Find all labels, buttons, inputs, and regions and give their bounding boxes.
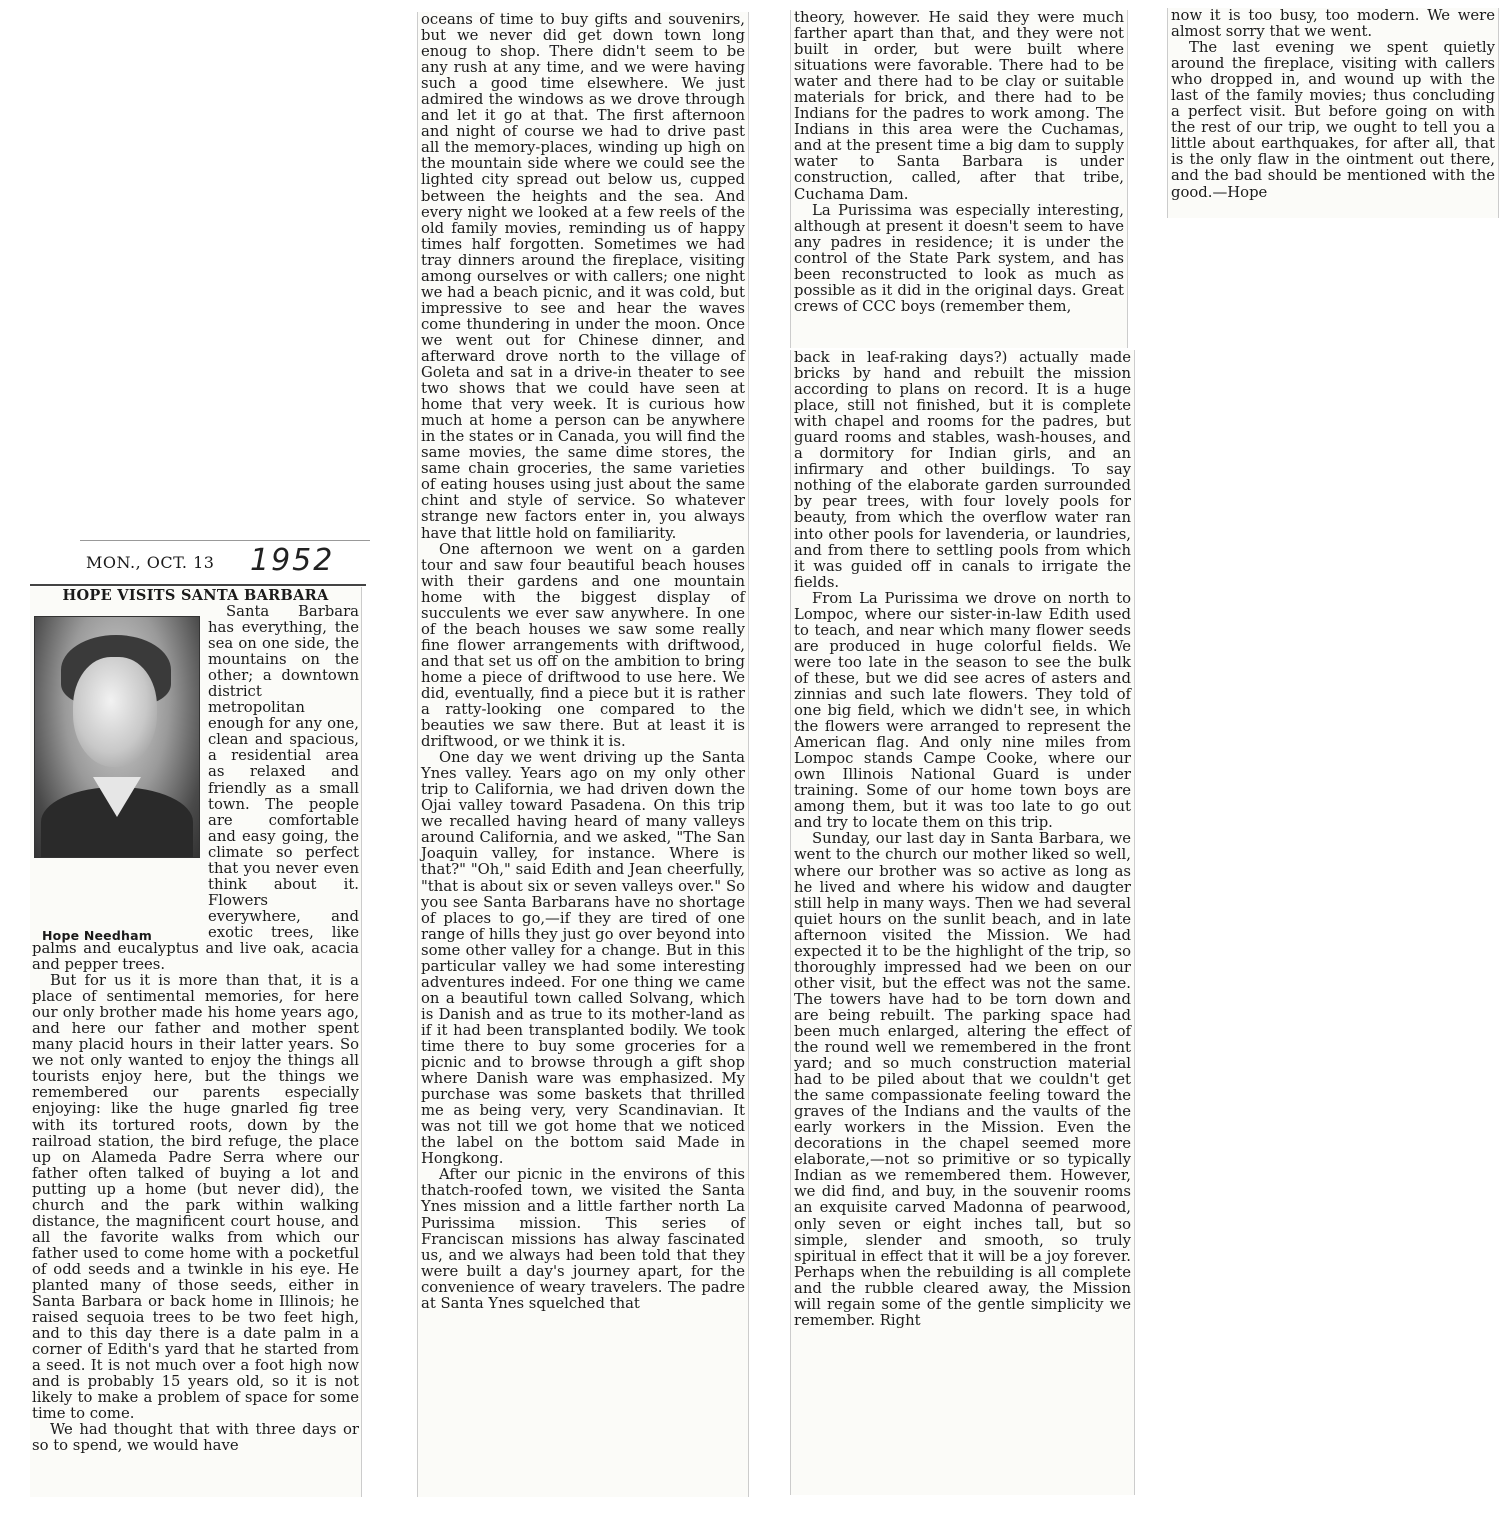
paragraph: back in leaf-raking days?) actually made bricks by hand and rebuilt the mission according to plans on record. It is a huge place, still not finished, but it is complete with chapel and rooms for the padres, but guard rooms and stables, wash-houses, and a dormitory for Indian girls, and an infirmary and other buildings. To say nothing of the elaborate garden surrounded by pear trees, with four lovely pools for beauty, from which the overflow water ran into other pools for lavenderia, or laundries, and from there to settling pools from which it was guided off in canals to irrigate the fields.: [794, 350, 1131, 591]
paragraph: theory, however. He said they were much farther apart than that, and they were not built in order, but were built where situations were favorable. There had to be water and there had to be clay or suitable materials for brick, and there had to be Indians for the padres to work among. The Indians in this area were the Cuchamas, and at the present time a big dam to supply water to Santa Barbara is under construction, called, after that tribe, Cuchama Dam.: [794, 10, 1124, 203]
column-2: [417, 12, 749, 1497]
paragraph: From La Purissima we drove on north to Lompoc, where our sister-in-law Edith used to teach, and near which many flower seeds are produced in huge colorful fields. We were too late in the season to see the bulk of these, but we did see acres of asters and zinnias and such late flowers. They told of one big field, which we didn't see, in which the flowers were arranged to represent the American flag. And only nine miles from Lompoc stands Campe Cooke, where our own Illinois National Guard is under training. Some of our home town boys are among them, but it was too late to go out and try to locate them on this trip.: [794, 589, 1131, 832]
portrait-box: [32, 610, 202, 943]
paragraph: One afternoon we went on a garden tour and saw four beautiful beach houses with their gardens and one mountain home with the biggest display of succulents we ever saw anywhere. In one of the beach houses we saw some really fine flower arrangements with driftwood, and that set us off on the ambition to bring home a piece of driftwood to use here. We did, eventually, find a piece but it is rather a ratty-looking one compared to the beauties we saw there. But at least it is driftwood, or we think it is.: [421, 540, 745, 751]
photo-caption: Hope Needham: [42, 928, 152, 943]
paragraph: Sunday, our last day in Santa Barbara, we went to the church our mother liked so well, where our brother was so active as long as he lived and where his widow and daugter still help in many ways. Then we had several quiet hours on the sunlit beach, and in late afternoon visited the Mission. We had expected it to be the highlight of the trip, so thoroughly impressed had we been on our other visit, but the effect was not the same. The towers have had to be torn down and are being rebuilt. The parking space had been much enlarged, altering the effect of the round well we remembered in the front yard; and so much construction material had to be piled about that we couldn't get the same compassionate feeling toward the graves of the Indians and the vaults of the early workers in the Mission. Even the decorations in the chapel seemed more elaborate,—not so primitive or so typically Indian as we remembered them. However, we did find, and buy, in the souvenir rooms an exquisite carved Madonna of pearwood, only seven or eight inches tall, but so simple, slender and smooth, so truly spiritual in effect that it will be a joy forever. Perhaps when the rebuilding is all complete and the rubble cleared away, the Mission will regain some of the gentle simplicity we remember. Right: [794, 830, 1131, 1329]
column-3-top: [790, 10, 1128, 348]
column-4: [1167, 8, 1499, 218]
paragraph: now it is too busy, too modern. We were almost sorry that we went.: [1171, 8, 1495, 41]
headline-rule: [30, 584, 366, 586]
headline: HOPE VISITS SANTA BARBARA: [62, 587, 329, 604]
portrait-photo: [34, 616, 200, 858]
paragraph: oceans of time to buy gifts and souvenirs, but we never did get down town long enoug to shop. There didn't seem to be any rush at any time, and we were having such a good time elsewhere. We just admired the windows as we drove through and let it go at that. The first afternoon and night of course we had to drive past all the memory-places, winding up high on the mountain side where we could see the lighted city spread out below us, cupped between the heights and the sea. And every night we looked at a few reels of the old family movies, reminding us of happy times half forgotten. Sometimes we had tray dinners around the fireplace, visiting among ourselves or with callers; one night we had a beach picnic, and it was cold, but impressive to see and hear the waves come thundering in under the moon. Once we went out for Chinese dinner, and afterward drove north to the village of Goleta and sat in a drive-in theater to see two shows that we could have seen at home that very week. It is curious how much at home a person can be anywhere in the states or in Canada, you will find the same movies, the same dime stores, the same chain groceries, the same varieties of eating houses using just about the same chint and style of service. So whatever strange new factors enter in, you always have that little hold on familiarity.: [421, 12, 745, 542]
column-1: [30, 587, 362, 1497]
dateline-date: MON., OCT. 13: [86, 553, 215, 572]
dateline: [80, 540, 370, 581]
paragraph: La Purissima was especially interesting, although at present it doesn't seem to have any padres in residence; it is under the control of the State Park system, and has been reconstructed to look as much as possible as it did in the original days. Great crews of CCC boys (remember them,: [794, 201, 1124, 315]
paragraph: Santa Barbara has everything, the sea on one side, the mountains on the other; a downtown district metropolitan enough for any one, clean and spacious, a residential area as relaxed and friendly as a small town. The people are comfortable and easy going, the climate so perfect that you never even think about it. Flowers everywhere, and exotic trees, like palms and eucalyptus and live oak, acacia and pepper trees.: [32, 603, 359, 974]
paragraph: After our picnic in the environs of this thatch-roofed town, we visited the Santa Ynes mission and a little farther north La Purissima mission. This series of Franciscan missions has alway fascinated us, and we always had been told that they were built a day's journey apart, for the convenience of weary travelers. The padre at Santa Ynes squelched that: [421, 1166, 745, 1312]
paragraph: But for us it is more than that, it is a place of sentimental memories, for here our only brother made his home years ago, and here our father and mother spent many placid hours in their latter years. So we not only wanted to enjoy the things all tourists enjoy here, but the things we remembered our parents especially enjoying: like the huge gnarled fig tree with its tortured roots, down by the railroad station, the bird refuge, the place up on Alameda Padre Serra where our father often talked of buying a lot and putting up a home (but never did), the church and the park within walking distance, the magnificent court house, and all the favorite walks from which our father used to come home with a pocketful of odd seeds and a twinkle in his eye. He planted many of those seeds, either in Santa Barbara or back home in Illinois; he raised sequoia trees to be two feet high, and to this day there is a date palm in a corner of Edith's yard that he started from a seed. It is not much over a foot high now and is probably 15 years old, so it is not likely to make a problem of space for some time to come.: [32, 972, 359, 1423]
paragraph: One day we went driving up the Santa Ynes valley. Years ago on my only other trip to California, we had driven down the Ojai valley toward Pasadena. On this trip we recalled having heard of many valleys around California, and we asked, "The San Joaquin valley, for instance. Where is that?" "Oh," said Edith and Jean cheerfully, "that is about six or seven valleys over." So you see Santa Barbarans have no shortage of places to go,—if they are tired of one range of hills they just go over beyond into some other valley for a change. But in this particular valley we had some interesting adventures indeed. For one thing we came on a beautiful town called Solvang, which is Danish and as true to its mother-land as if it had been transplanted bodily. We took time there to buy some groceries for a picnic and to browse through a gift shop where Danish ware was emphasized. My purchase was some baskets that thrilled me as being very, very Scandinavian. It was not till we got home that we noticed the label on the bottom said Made in Hongkong.: [421, 749, 745, 1168]
column-3-bottom: [790, 350, 1135, 1495]
paragraph: We had thought that with three days or so to spend, we would have: [32, 1421, 359, 1455]
paragraph: The last evening we spent quietly around the fireplace, visiting with callers who dropped in, and wound up with the last of the family movies; thus concluding a perfect visit. But before going on with the rest of our trip, we ought to tell you a little about earthquakes, for after all, that is the only flaw in the ointment out there, and the bad should be mentioned with the good.—Hope: [1171, 39, 1495, 201]
handwritten-year: 1952: [250, 543, 335, 578]
